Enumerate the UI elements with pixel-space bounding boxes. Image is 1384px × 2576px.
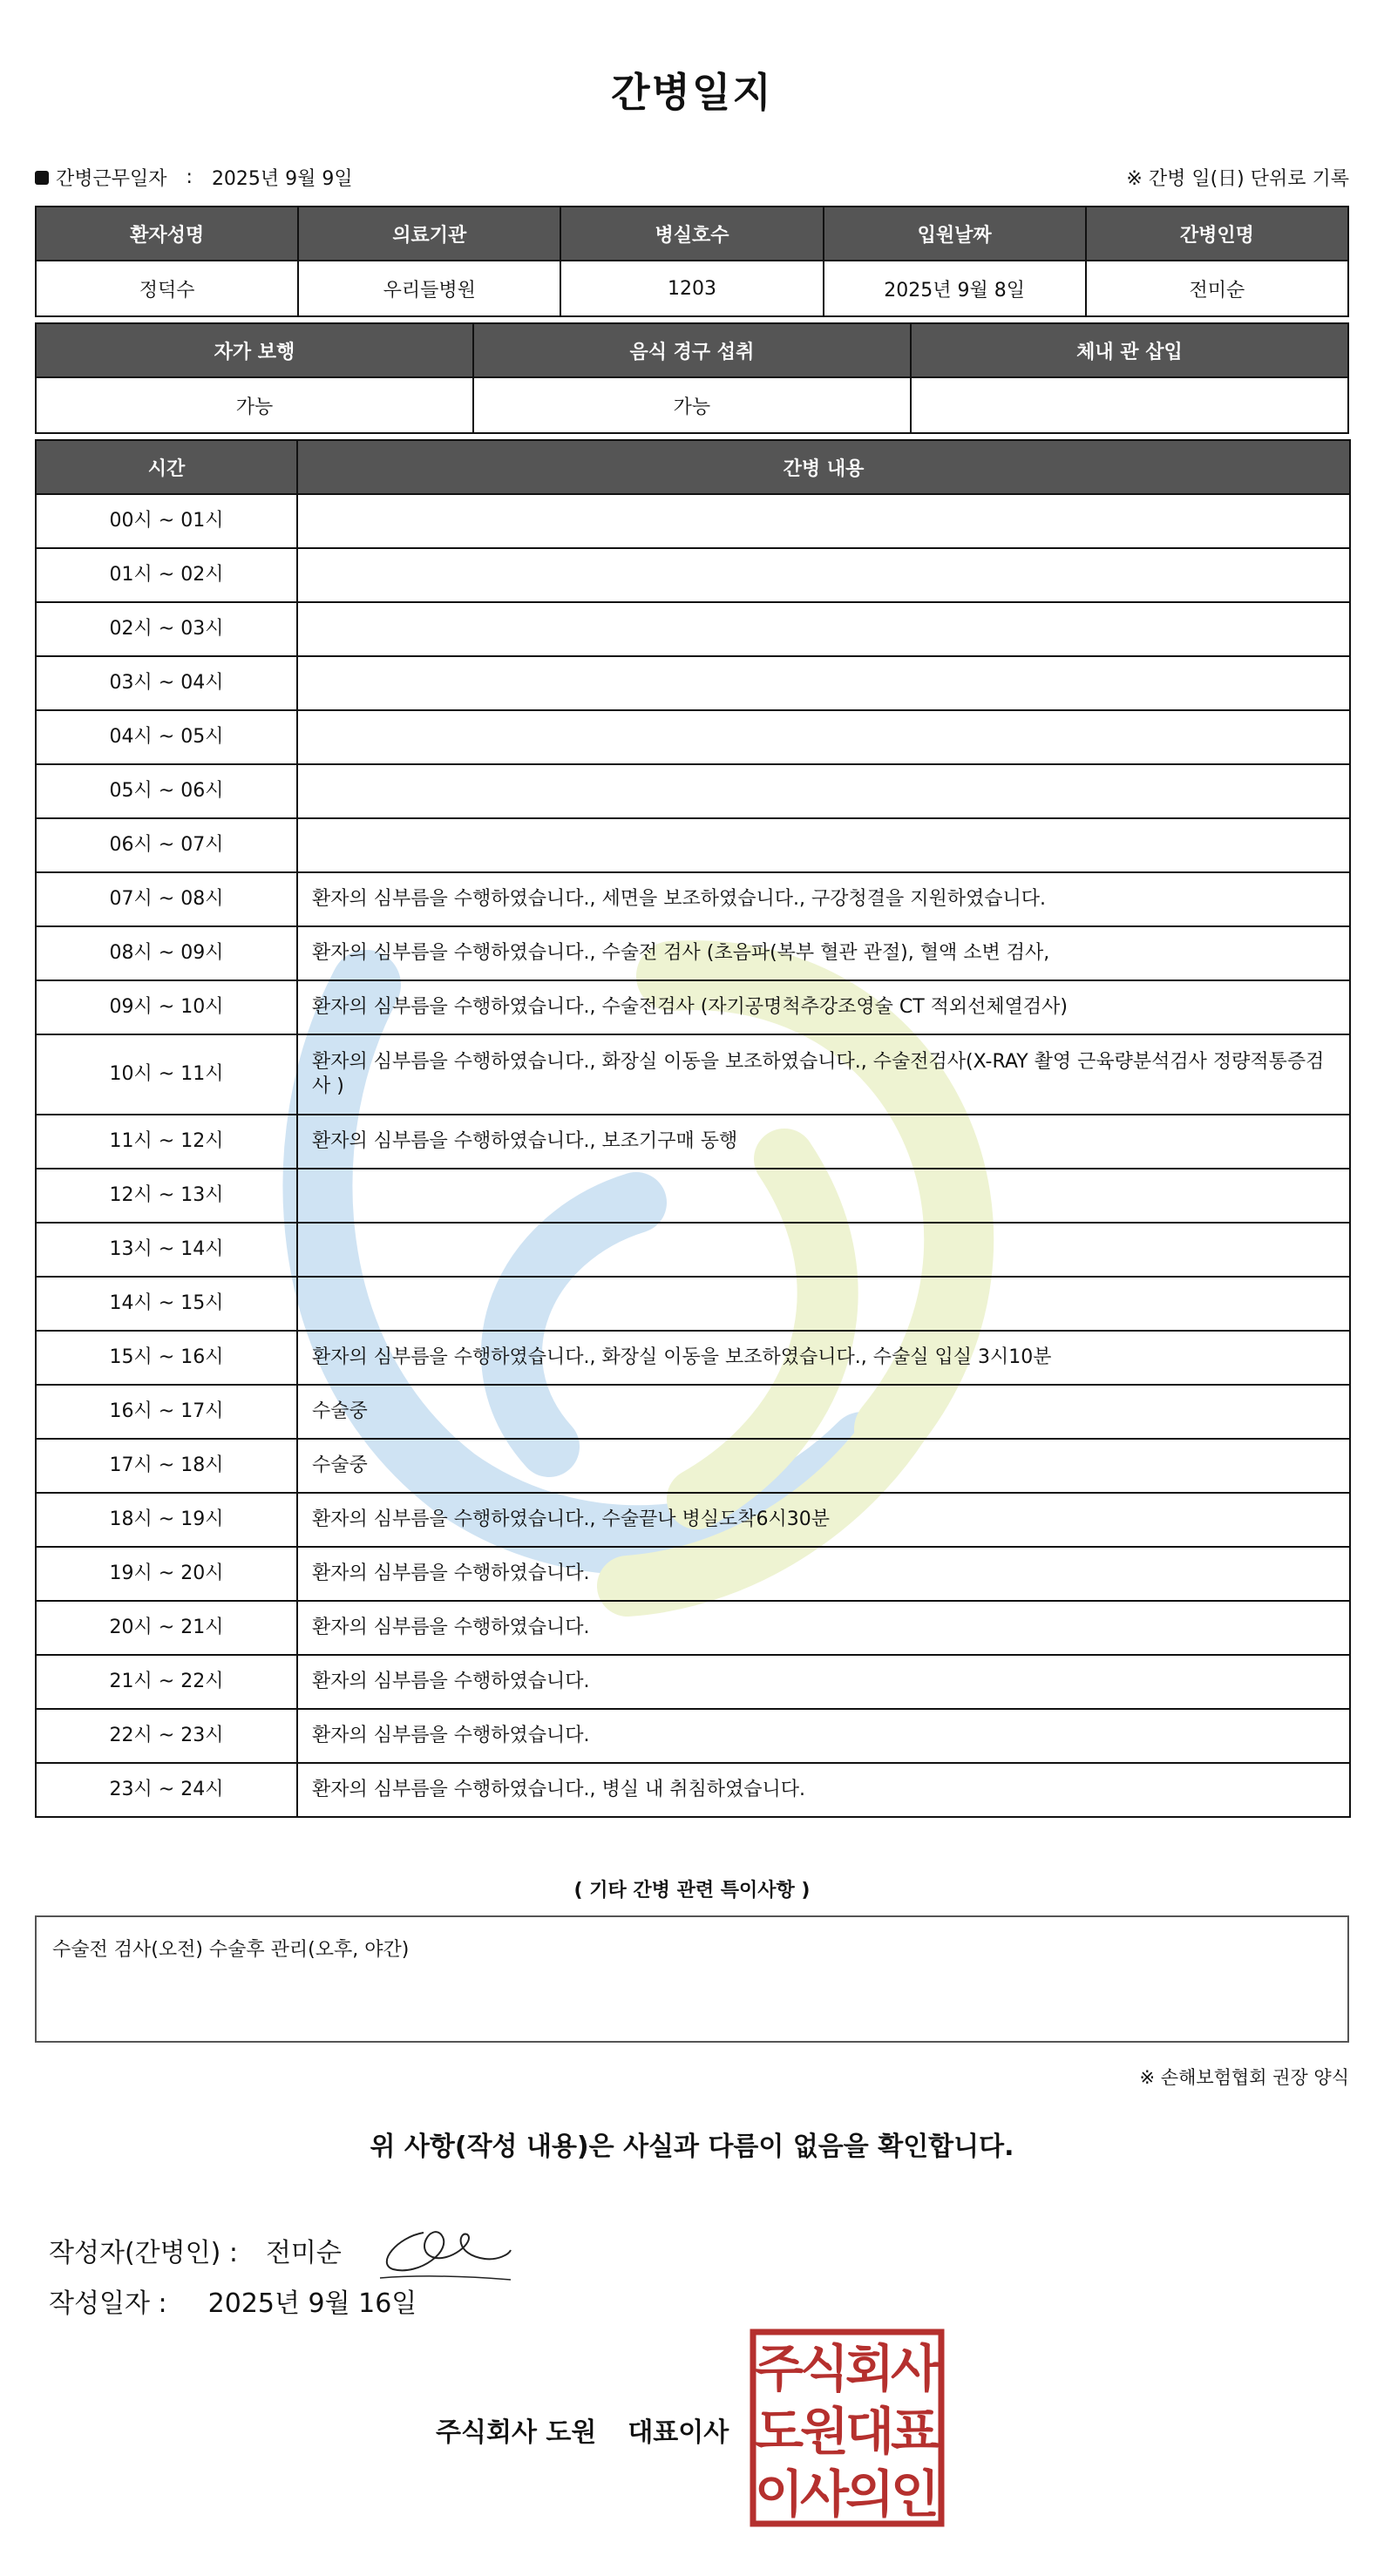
log-content [297,818,1350,872]
log-content: 환자의 심부름을 수행하였습니다. [297,1547,1350,1601]
log-content: 환자의 심부름을 수행하였습니다., 보조기구매 동행 [297,1115,1350,1169]
table-row [36,1493,1350,1547]
table-row [36,980,1350,1034]
caregiver-name: 전미순 [1086,261,1348,316]
log-header-row [36,440,1350,494]
log-content: 환자의 심부름을 수행하였습니다. [297,1601,1350,1655]
table-row [36,1709,1350,1763]
care-log-table [35,439,1351,1818]
table-row [36,872,1350,926]
log-content [297,1169,1350,1223]
log-time: 19시 ~ 20시 [36,1547,297,1601]
seal-char: 주 [754,2339,804,2398]
log-time: 10시 ~ 11시 [36,1034,297,1115]
seal-char: 사 [799,2464,850,2524]
log-time: 06시 ~ 07시 [36,818,297,872]
log-time: 03시 ~ 04시 [36,656,297,710]
seal-char: 이 [754,2464,804,2524]
log-time: 09시 ~ 10시 [36,980,297,1034]
table-row [36,1385,1350,1439]
log-time: 20시 ~ 21시 [36,1601,297,1655]
hospital: 우리들병원 [298,261,560,316]
log-time: 18시 ~ 19시 [36,1493,297,1547]
header-self-walking: 자가 보행 [36,323,473,377]
log-time: 22시 ~ 23시 [36,1709,297,1763]
log-time: 15시 ~ 16시 [36,1331,297,1385]
duty-label: 간병근무일자 [56,168,167,190]
log-time: 08시 ~ 09시 [36,926,297,980]
log-content: 환자의 심부름을 수행하였습니다., 화장실 이동을 보조하였습니다., 수술전검사(X-RAY 촬영 근육량분석검사 정량적통증검사 ) [297,1034,1350,1115]
table-row [36,1331,1350,1385]
table-row [36,1277,1350,1331]
log-content [297,1223,1350,1277]
patient-status-table [35,322,1349,434]
log-content [297,602,1350,656]
table-row [36,710,1350,764]
table-row [36,818,1350,872]
log-content [297,764,1350,818]
company-line [436,2410,729,2449]
seal-char: 식 [799,2339,850,2398]
header-care-content: 간병 내용 [297,440,1350,494]
log-time: 05시 ~ 06시 [36,764,297,818]
table-row [36,548,1350,602]
log-content: 수술중 [297,1439,1350,1493]
duty-separator: : [186,166,193,188]
log-time: 11시 ~ 12시 [36,1115,297,1169]
log-content [297,548,1350,602]
admission-date: 2025년 9월 8일 [824,261,1086,316]
patient-info-table [35,206,1349,317]
writer-name: 전미순 [265,2238,342,2268]
table-row [36,764,1350,818]
seal-char: 회 [845,2339,895,2398]
log-content: 환자의 심부름을 수행하였습니다., 수술끝나 병실도착6시30분 [297,1493,1350,1547]
writer-label: 작성자(간병인) : [49,2238,238,2268]
log-content: 환자의 심부름을 수행하였습니다., 수술전 검사 (초음파(복부 혈관 관절), 혈액 소변 검사, [297,926,1350,980]
seal-char: 도 [754,2402,804,2461]
writer-line [49,2215,519,2285]
company-title: 대표이사 [628,2417,729,2448]
log-content: 수술중 [297,1385,1350,1439]
table-row [36,1655,1350,1709]
company-name: 주식회사 도원 [436,2417,597,2448]
company-seal [750,2329,945,2527]
log-content [297,656,1350,710]
table-row [36,656,1350,710]
log-content: 환자의 심부름을 수행하였습니다., 화장실 이동을 보조하였습니다., 수술실 입실 3시10분 [297,1331,1350,1385]
signature-image [371,2215,519,2285]
table-row [36,494,1350,548]
header-tube-insertion: 체내 관 삽입 [911,323,1348,377]
log-time: 23시 ~ 24시 [36,1763,297,1817]
patient-name: 정덕수 [36,261,298,316]
log-content: 환자의 심부름을 수행하였습니다. [297,1709,1350,1763]
header-room-number: 병실호수 [560,207,823,261]
log-time: 01시 ~ 02시 [36,548,297,602]
log-time: 02시 ~ 03시 [36,602,297,656]
log-time: 12시 ~ 13시 [36,1169,297,1223]
log-time: 17시 ~ 18시 [36,1439,297,1493]
seal-char: 대 [845,2402,895,2461]
log-content: 환자의 심부름을 수행하였습니다., 병실 내 취침하였습니다. [297,1763,1350,1817]
oral-intake: 가능 [473,377,911,433]
table-row [36,1169,1350,1223]
written-date-label: 작성일자 : [49,2288,167,2319]
other-notes-title: ( 기타 간병 관련 특이사항 ) [573,1880,811,1901]
table-row [36,602,1350,656]
seal-char: 사 [890,2339,940,2398]
table-row [36,1223,1350,1277]
room-number: 1203 [560,261,823,316]
table-row [36,1034,1350,1115]
table-row [36,1115,1350,1169]
header-oral-intake: 음식 경구 섭취 [473,323,911,377]
log-time: 21시 ~ 22시 [36,1655,297,1709]
log-time: 00시 ~ 01시 [36,494,297,548]
recommend-note: ※ 손해보험협회 권장 양식 [1139,2067,1349,2088]
seal-char: 의 [845,2464,895,2524]
log-time: 14시 ~ 15시 [36,1277,297,1331]
log-time: 13시 ~ 14시 [36,1223,297,1277]
patient-value-row [36,261,1348,316]
self-walking: 가능 [36,377,473,433]
log-time: 07시 ~ 08시 [36,872,297,926]
seal-char: 인 [890,2464,940,2524]
log-time: 16시 ~ 17시 [36,1385,297,1439]
status-value-row [36,377,1348,433]
other-notes-content: 수술전 검사(오전) 수술후 관리(오후, 야간) [52,1939,410,1961]
seal-char: 표 [890,2402,940,2461]
status-header-row [36,323,1348,377]
header-hospital: 의료기관 [298,207,560,261]
log-content [297,710,1350,764]
duty-date: 2025년 9월 9일 [211,168,353,190]
log-content: 환자의 심부름을 수행하였습니다., 수술전검사 (자기공명척추강조영술 CT 적외선체열검사) [297,980,1350,1034]
log-content: 환자의 심부름을 수행하였습니다. [297,1655,1350,1709]
meta-row [35,164,1349,199]
table-row [36,1439,1350,1493]
header-patient-name: 환자성명 [36,207,298,261]
written-date-line [49,2281,417,2320]
page-title: 간병일지 [611,69,773,116]
log-content: 환자의 심부름을 수행하였습니다., 세면을 보조하였습니다., 구강청결을 지원하였습니다. [297,872,1350,926]
log-content [297,494,1350,548]
other-notes-box [35,1915,1349,2043]
header-time: 시간 [36,440,297,494]
table-row [36,1763,1350,1817]
confirm-statement: 위 사항(작성 내용)은 사실과 다름이 없음을 확인합니다. [370,2132,1014,2162]
written-date: 2025년 9월 16일 [207,2288,417,2319]
duty-date-line [35,164,353,191]
log-content [297,1277,1350,1331]
header-admission-date: 입원날짜 [824,207,1086,261]
table-row [36,926,1350,980]
tube-insertion [911,377,1348,433]
log-time: 04시 ~ 05시 [36,710,297,764]
table-row [36,1547,1350,1601]
patient-header-row [36,207,1348,261]
header-caregiver-name: 간병인명 [1086,207,1348,261]
seal-char: 원 [799,2402,850,2461]
record-note: ※ 간병 일(日) 단위로 기록 [1126,168,1349,190]
log-body [36,494,1350,1817]
square-bullet-icon [35,171,49,185]
table-row [36,1601,1350,1655]
